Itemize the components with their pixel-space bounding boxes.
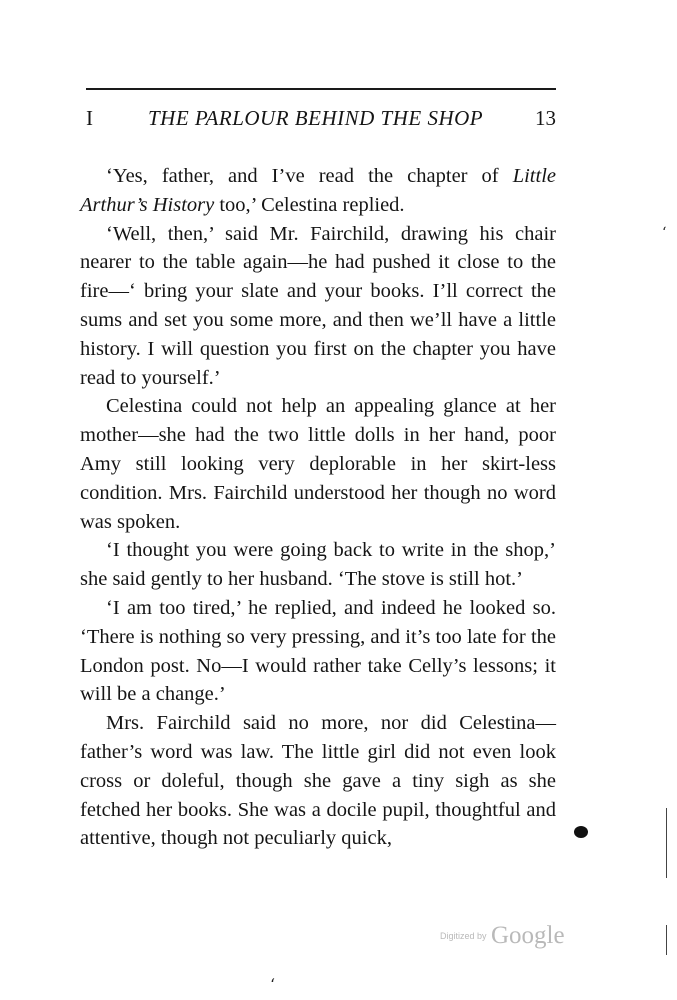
paragraph-text: too,’ Celestina replied. [214,193,405,216]
italic-title-text: Little Arthur’s History [80,165,556,216]
paragraph [80,392,556,536]
running-header [86,106,556,136]
watermark-prefix: Digitized by [440,931,487,941]
paragraph-text: Mrs. Fairchild said no more, nor did Celestina—father’s word was law. The little girl did not even look cross or doleful, though she gave a tiny sigh as she fetched her books. She was a docile pupil, thoughtful and attentive, though not peculiarly quick, [80,712,556,850]
header-rule [86,88,556,90]
paragraph-text: ‘Yes, father, and I’ve read the chapter of [106,165,513,187]
paragraph [80,162,556,220]
scan-mark: ‘ [270,975,276,994]
paragraph-text: Celestina could not help an appealing glance at her mother—she had the two little dolls in her hand, poor Amy still looking very deplorable in her skirt-less condition. Mrs. Fairchild understood her though no word was spoken. [80,395,556,533]
paragraph-text: ‘Well, then,’ said Mr. Fairchild, drawing his chair nearer to the table again—he had pushed it close to the fire—‘ bring your slate and your books. I’ll correct the sums and set you some more, and then we’ll have a little history. I will question you first on the chapter you have read to yourself.’ [80,222,556,389]
paragraph-text: ‘I thought you were going back to write in the shop,’ she said gently to her husband. ‘The stove is still hot.’ [80,539,556,591]
chapter-number: I [86,106,93,130]
scan-blot [574,826,588,838]
page-number: 13 [535,106,556,130]
paragraph-text: ‘I am too tired,’ he replied, and indeed he looked so. ‘There is nothing so very pressing, and it’s too late for the London post. No—I would rather take Celly’s lessons; it will be a change.’ [80,596,556,706]
running-title: THE PARLOUR BEHIND THE SHOP [148,106,484,130]
paragraph [80,220,556,393]
digitized-watermark [440,922,565,950]
paragraph [80,536,556,594]
scan-edge-line [666,808,667,878]
scan-mark: ‘ [662,225,667,241]
paragraph [80,594,556,709]
paragraph [80,709,556,853]
scan-edge-line [666,925,667,955]
watermark-brand: Google [490,922,565,949]
body-text [80,162,556,853]
